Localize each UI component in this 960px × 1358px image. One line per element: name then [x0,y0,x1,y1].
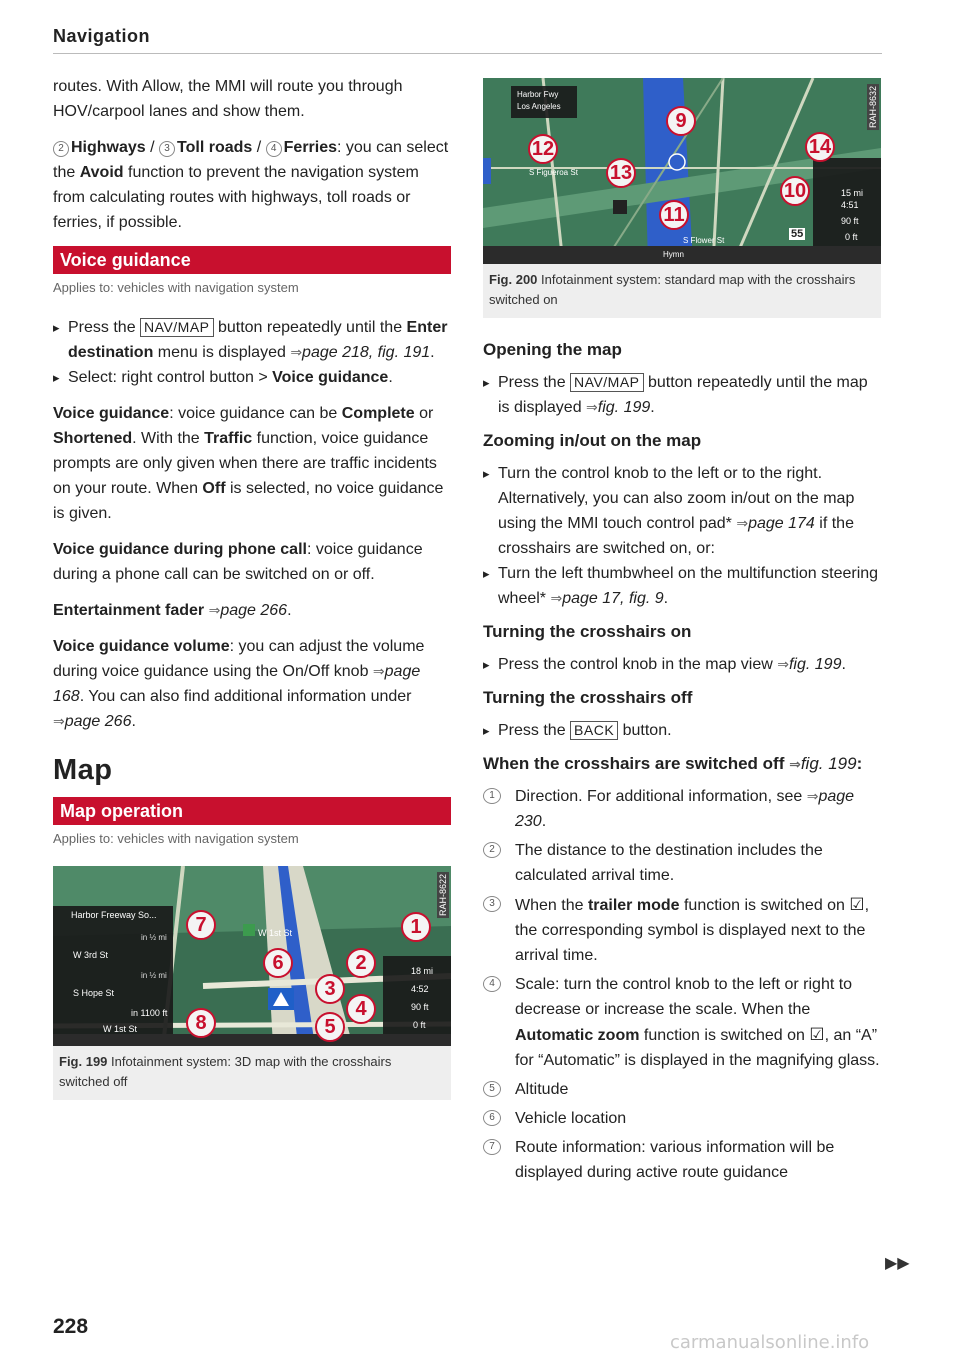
figure-200 [483,78,881,318]
crosshairs-off-list-heading: When the crosshairs are switched off ⇒fig. 199: [483,754,863,773]
list-item: 1 Direction. For additional information, see ⇒page 230. [483,784,881,834]
opening-map-step: ▸ Press the NAV/MAP button repeatedly until the map is displayed ⇒fig. 199. [483,370,881,420]
callout-2: 2 [53,141,69,157]
page-ref-link[interactable]: page 168 [53,663,421,705]
opening-map-steps [483,370,881,420]
ref-arrow-icon: ⇒ [208,602,221,618]
section-header [53,26,882,54]
list-item: 3 When the trailer mode function is switched on ☑, the corresponding symbol is displayed next to the arrival time. [483,892,881,968]
voice-step-2: ▸ Select: right control button > Voice guidance. [53,365,451,390]
callout-number: 5 [483,1081,501,1097]
crosshairs-on-heading: Turning the crosshairs on [483,622,692,641]
map-callout-2: 2 [346,948,376,978]
ref-arrow-icon: ⇒ [290,344,303,360]
map-callout-6: 6 [263,948,293,978]
ref-arrow-icon: ⇒ [789,756,801,772]
ref-arrow-icon: ⇒ [550,590,563,606]
figure-code: RAH-8632 [868,86,878,129]
checkbox-checked-icon: ☑ [849,895,865,914]
section-title: Navigation [53,26,151,46]
crosshairs-on-step: ▸ Press the control knob in the map view ⇒fig. 199. [483,652,881,677]
page-ref-link[interactable]: page 266 [64,713,132,730]
ref-arrow-icon: ⇒ [586,399,598,415]
page-ref-link[interactable]: page 174 [748,515,815,532]
callout-number: 6 [483,1110,501,1126]
opening-map-heading: Opening the map [483,340,622,359]
map-callout-1: 1 [401,912,431,942]
map-callout-3: 3 [315,974,345,1004]
map-applies: Applies to: vehicles with navigation system [53,831,299,846]
distance-label: in 1100 ft [131,1008,168,1018]
map-callout-14: 14 [805,132,835,162]
list-item: 6 Vehicle location [483,1106,881,1131]
info-scale: 90 ft [841,216,859,226]
checkbox-checked-icon: ☑ [809,1025,825,1044]
continue-arrow-icon: ▶▶ [885,1255,910,1272]
distance-label: in ½ mi [141,933,167,942]
info-distance: 18 mi [411,966,434,976]
list-item: 4 Scale: turn the control knob to the left or right to decrease or increase the scale. When the Automatic zoom function is switched on ☑, an “A” for “Automatic” is displayed in the magnifying glass. [483,972,881,1073]
info-arrival: 4:52 [411,984,429,994]
info-scale: 90 ft [411,1002,429,1012]
watermark: carmanualsonline.info [670,1332,870,1353]
ref-arrow-icon: ⇒ [806,788,819,804]
zoom-step-1: ▸ Turn the control knob to the left or to the right. Alternatively, you can also zoom in/out on the map using the MMI touch control pad* ⇒page 174 if the crosshairs are switched on, or: [483,461,881,561]
info-arrival: 4:51 [841,200,859,210]
street-label: S Flower St [683,236,725,245]
callout-number: 7 [483,1139,501,1155]
map-3d-illustration [53,866,451,1046]
map-callout-13: 13 [606,158,636,188]
page-ref-link[interactable]: page 230 [515,788,855,830]
callout-3: 3 [159,141,175,157]
nav-map-key: NAV/MAP [570,373,643,392]
list-item: 7 Route information: various information will be displayed during active route guidance [483,1135,881,1185]
street-label: Hymn [663,250,684,259]
figure-200-caption: Fig. 200 Infotainment system: standard map with the crosshairs switched on [489,272,856,307]
street-label: W 1st St [258,928,293,938]
ref-arrow-icon: ⇒ [53,713,65,729]
ref-arrow-icon: ⇒ [777,656,789,672]
crosshairs-off-steps [483,718,881,743]
phone-call-paragraph: Voice guidance during phone call: voice guidance during a phone call can be switched on or off. [53,541,423,583]
callout-list [483,784,881,1185]
street-label: S Hope St [73,988,115,998]
map-callout-10: 10 [780,176,810,206]
map-callout-12: 12 [528,134,558,164]
street-label: Los Angeles [517,102,561,111]
voice-step-1: ▸ Press the NAV/MAP button repeatedly until the Enter destination menu is displayed ⇒page 218, fig. 191. [53,315,451,365]
callout-number: 4 [483,976,501,992]
callout-number: 3 [483,896,501,912]
street-label: Harbor Freeway So... [71,910,157,920]
zoom-step-2: ▸ Turn the left thumbwheel on the multifunction steering wheel* ⇒page 17, fig. 9. [483,561,881,611]
left-column [53,74,451,1100]
entertainment-fader-paragraph: Entertainment fader ⇒page 266. [53,602,292,619]
callout-number: 2 [483,842,501,858]
volume-paragraph: Voice guidance volume: you can adjust the volume during voice guidance using the On/Off knob ⇒page 168. You can also find additional information under ⇒page 266. [53,638,425,730]
map-standard-image [483,78,881,264]
ref-arrow-icon: ⇒ [736,515,749,531]
avoid-paragraph: 2 Highways / 3 Toll roads / 4 Ferries: you can select the Avoid function to prevent the navigation system from calculating routes with highways, toll roads or ferries, if possible. [53,139,449,231]
map-callout-8: 8 [186,1008,216,1038]
speed-limit-sign: 55 [791,228,804,240]
map-callout-5: 5 [315,1012,345,1042]
hov-paragraph: routes. With Allow, the MMI will route you through HOV/carpool lanes and show them. [53,78,403,120]
figure-199-caption: Fig. 199 Infotainment system: 3D map with the crosshairs switched off [59,1054,392,1089]
right-column [483,76,881,1189]
figure-ref-link[interactable]: fig. 199 [788,656,842,673]
map-callout-9: 9 [666,106,696,136]
crosshairs-off-step: ▸ Press the BACK button. [483,718,881,743]
map-callout-7: 7 [186,910,216,940]
street-label: W 3rd St [73,950,109,960]
voice-steps [53,315,451,390]
info-distance: 15 mi [841,188,864,198]
page-ref-link[interactable]: page 266 [220,602,288,619]
figure-199 [53,866,451,1100]
ref-arrow-icon: ⇒ [372,663,385,679]
figure-ref-link[interactable]: fig. 199 [597,399,651,416]
street-label: W 1st St [103,1024,138,1034]
crosshairs-off-heading: Turning the crosshairs off [483,688,693,707]
figure-ref-link[interactable]: fig. 199 [800,754,857,773]
map-3d-image [53,866,451,1046]
nav-map-key: NAV/MAP [140,318,213,337]
voice-guidance-heading: Voice guidance [53,246,451,274]
distance-label: in ½ mi [141,971,167,980]
map-callout-4: 4 [346,994,376,1024]
callout-number: 1 [483,788,501,804]
page-number: 228 [53,1315,89,1338]
list-item: 5 Altitude [483,1077,881,1102]
map-callout-11: 11 [659,200,689,230]
street-label: S Figueroa St [529,168,578,177]
info-altitude: 0 ft [845,232,858,242]
back-key: BACK [570,721,618,740]
figure-code: RAH-8622 [438,874,448,917]
map-heading: Map [53,754,113,786]
callout-4: 4 [266,141,282,157]
info-altitude: 0 ft [413,1020,426,1030]
street-label: Harbor Fwy [517,90,559,99]
page-ref-link[interactable]: page 218, fig. 191 [302,344,431,361]
page-ref-link[interactable]: page 17, fig. 9 [562,590,664,607]
voice-guidance-paragraph: Voice guidance: voice guidance can be Complete or Shortened. With the Traffic function, voice guidance prompts are only given when there are traffic incidents on your route. When Off is selected, no voice guidance is given. [53,405,444,522]
crosshairs-on-steps [483,652,881,677]
zoom-heading: Zooming in/out on the map [483,431,702,450]
list-item: 2 The distance to the destination includes the calculated arrival time. [483,838,881,888]
zoom-steps [483,461,881,611]
map-operation-heading: Map operation [53,797,451,825]
voice-applies: Applies to: vehicles with navigation system [53,280,299,295]
